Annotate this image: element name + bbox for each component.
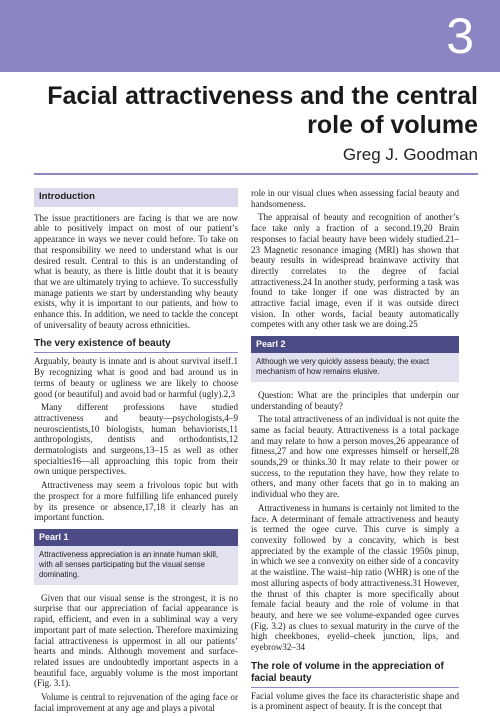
chapter-header-band [0,0,500,72]
right-column [251,188,459,715]
section-heading-role-of-volume: The role of volume in the appreciation of facial beauty [251,661,459,688]
pearl-text: Attractiveness appreciation is an innate human skill, with all senses participating but the visual sense dominating. [39,549,218,579]
paragraph: role in our visual clues when assessing facial beauty and handsomeness. [251,188,459,209]
paragraph: Many different professions have studied attractiveness and beauty—psychologists,4–9 neuroscientists,10 biologists, human behaviorists,11 anthropologists, dentists and orthodontists,12 dermatologists and surgeons,13–15 as well as other specialties16—all approaching this topic from their own unique perspectives. [34,402,238,477]
section-heading-introduction: Introduction [34,188,238,207]
paragraph: The issue practitioners are facing is that we are now able to positively impact on most of our patient’s appearance in ways we never could before. To take on that responsibility we need to understand what is our desired result. Central to this is an understanding of what is beauty, as there is little doubt that it is beauty that we are ultimately trying to achieve. To successfully manage patients we start by understanding why beauty exists, why it is important to our patients, and how to enhance this. In addition, we need to tackle the concept of universality of beauty across ethnicities. [34,212,238,330]
paragraph: Volume is central to rejuvenation of the aging face or facial improvement at any age and plays a pivotal [34,692,238,713]
author-name: Greg J. Goodman [342,145,478,164]
section-heading-existence: The very existence of beauty [34,338,238,353]
paragraph: Arguably, beauty is innate and is about survival itself.1 By recognizing what is good and bad around us in terms of beauty or ugliness we are likely to choose good (or beautiful) and avoid bad or harmful (ugly).2,3 [34,356,238,399]
pearl-text: Although we very quickly assess beauty, the exact mechanism of how remains elusive. [256,356,430,376]
paragraph: Facial volume gives the face its characteristic shape and is a prominent aspect of beauty. It is the concept that [251,690,459,712]
pearl-box-1 [34,529,238,585]
pearl-label: Pearl 1 [34,529,238,546]
chapter-number: 3 [446,8,474,64]
paragraph: Given that our visual sense is the strongest, it is no surprise that our appreciation of facial appearance is rapid, efficient, and even in a subliminal way a very important part of mate selection. Therefore maximizing facial attractiveness is uppermost in all our patients’ hearts and minds. Although movement and surface-related issues are undoubtedly important aspects in a beautiful face, arguably volume is the most important (Fig. 3.1). [34,592,238,689]
paragraph: Attractiveness in humans is certainly not limited to the face. A determinant of female attractiveness and beauty is termed the ogee curve. This curve is simply a convexity followed by a concavity, which is best appreciated by the example of the classic 1950s pinup, in which we see a convexity on either side of a concavity at the waistline. The waist–hip ratio (WHR) is one of the most alluring aspects of body attractiveness.31 However, the thrust of this chapter is more specifically about female facial beauty and the role of volume in that beauty, and here we see volume-expanded ogee curves (Fig. 3.2) as clues to sexual maturity in the curve of the high cheekbones, eyelid–cheek junction, lips, and eyebrow32–34 [251,502,459,653]
left-column [34,188,238,716]
title-divider [34,173,478,175]
paragraph: Question: What are the principles that underpin our understanding of beauty? [251,389,459,411]
paragraph: The total attractiveness of an individual is not quite the same as facial beauty. Attractiveness is a total package and may relate to how a person moves,26 appearance of fitness,27 and how one expresses himself or herself,28 sounds,29 or thinks.30 It may relate to their power or success, to the reputation they have, how they relate to others, and many other facets that go in to making an individual who they are. [251,414,459,500]
chapter-title: Facial attractiveness and the central role of volume [47,82,478,139]
paragraph: Attractiveness may seem a frivolous topic but with the prospect for a more fulfilling life enhanced purely by its presence or absence,17,18 it clearly has an important function. [34,480,238,523]
paragraph: The appraisal of beauty and recognition of another’s face take only a fraction of a second.19,20 Brain responses to facial beauty have been widely studied.21–23 Magnetic resonance imaging (MRI) has shown that beauty results in widespread brainwave activity that directly correlates to the degree of facial attractiveness.24 In another study, performing a task was found to take longer if one was distracted by an attractive facial image, even if it was outside direct vision. In other words, facial beauty automatically competes with any other task we are doing.25 [251,212,459,330]
pearl-box-2 [251,336,459,382]
pearl-label: Pearl 2 [251,336,459,353]
